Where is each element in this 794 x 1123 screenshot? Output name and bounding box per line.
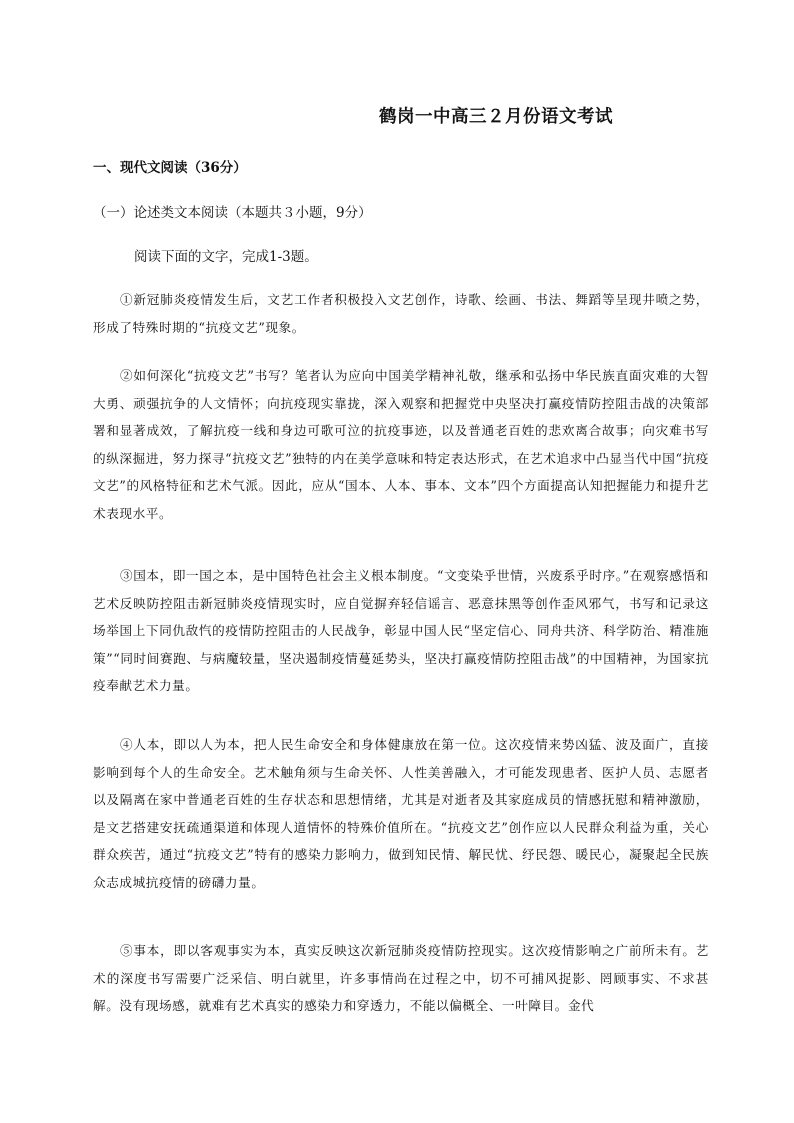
paragraph-1: ①新冠肺炎疫情发生后，文艺工作者积极投入文艺创作，诗歌、绘画、书法、舞蹈等呈现井喷之势，形成了特殊时期的“抗疫文艺”现象。 (93, 292, 709, 335)
subsection-heading: （一）论述类文本阅读（本题共３小题，9分） (93, 205, 372, 221)
paragraph-5: ⑤事本，即以客观事实为本，真实反映这次新冠肺炎疫情防控现实。这次疫情影响之广前所未有。艺术的深度书写需要广泛采信、明白就里，许多事情尚在过程之中，切不可捕风捉影、罔顾事实、不求甚解。没有现场感，就难有艺术真实的感染力和穿透力，不能以偏概全、一叶障目。金代 (93, 943, 709, 1013)
exam-title: 鹤岗一中高三２月份语文考试 (379, 107, 613, 127)
paragraph-3: ③国本，即一国之本，是中国特色社会主义根本制度。“文变染乎世情，兴废系乎时序。”在观察感悟和艺术反映防控阻击新冠肺炎疫情现实时，应自觉摒弃轻信谣言、恶意抹黑等创作歪风邪气，书写和记录这场举国上下同仇敌忾的疫情防控阻击的人民战争，彰显中国人民“坚定信心、同舟共济、科学防治、精准施策”“同时间赛跑、与病魔较量，坚决遏制疫情蔓延势头，坚决打赢疫情防控阻击战”的中国精神，为国家抗疫奉献艺术力量。 (93, 568, 709, 693)
paragraph-2: ②如何深化“抗疫文艺”书写？笔者认为应向中国美学精神礼敬，继承和弘扬中华民族直面灾难的大智大勇、顽强抗争的人文情怀；向抗疫现实靠拢，深入观察和把握党中央坚决打赢疫情防控阻击战的决策部署和显著成效，了解抗疫一线和身边可歌可泣的抗疫事迹，以及普通老百姓的悲欢离合故事；向灾难书写的纵深掘进，努力探寻“抗疫文艺”独特的内在美学意味和特定表达形式，在艺术追求中凸显当代中国“抗疫文艺”的风格特征和艺术气派。因此，应从“国本、人本、事本、文本”四个方面提高认知把握能力和提升艺术表现水平。 (93, 368, 709, 521)
section-heading: 一、现代文阅读（36分） (93, 160, 247, 176)
paragraph-4: ④人本，即以人为本，把人民生命安全和身体健康放在第一位。这次疫情来势凶猛、波及面广，直接影响到每个人的生命安全。艺术触角须与生命关怀、人性美善融入，才可能发现患者、医护人员、志愿者以及隔离在家中普通老百姓的生存状态和思想情绪，尤其是对逝者及其家庭成员的情感抚慰和精神激励，是文艺搭建安抚疏通渠道和体现人道情怀的特殊价值所在。“抗疫文艺”创作应以人民群众利益为重，关心群众疾苦，通过“抗疫文艺”特有的感染力影响力，做到知民情、解民忧、纾民怨、暖民心，凝聚起全民族众志成城抗疫情的磅礴力量。 (93, 737, 709, 890)
reading-instruction: 阅读下面的文字，完成1-3题。 (134, 249, 318, 265)
